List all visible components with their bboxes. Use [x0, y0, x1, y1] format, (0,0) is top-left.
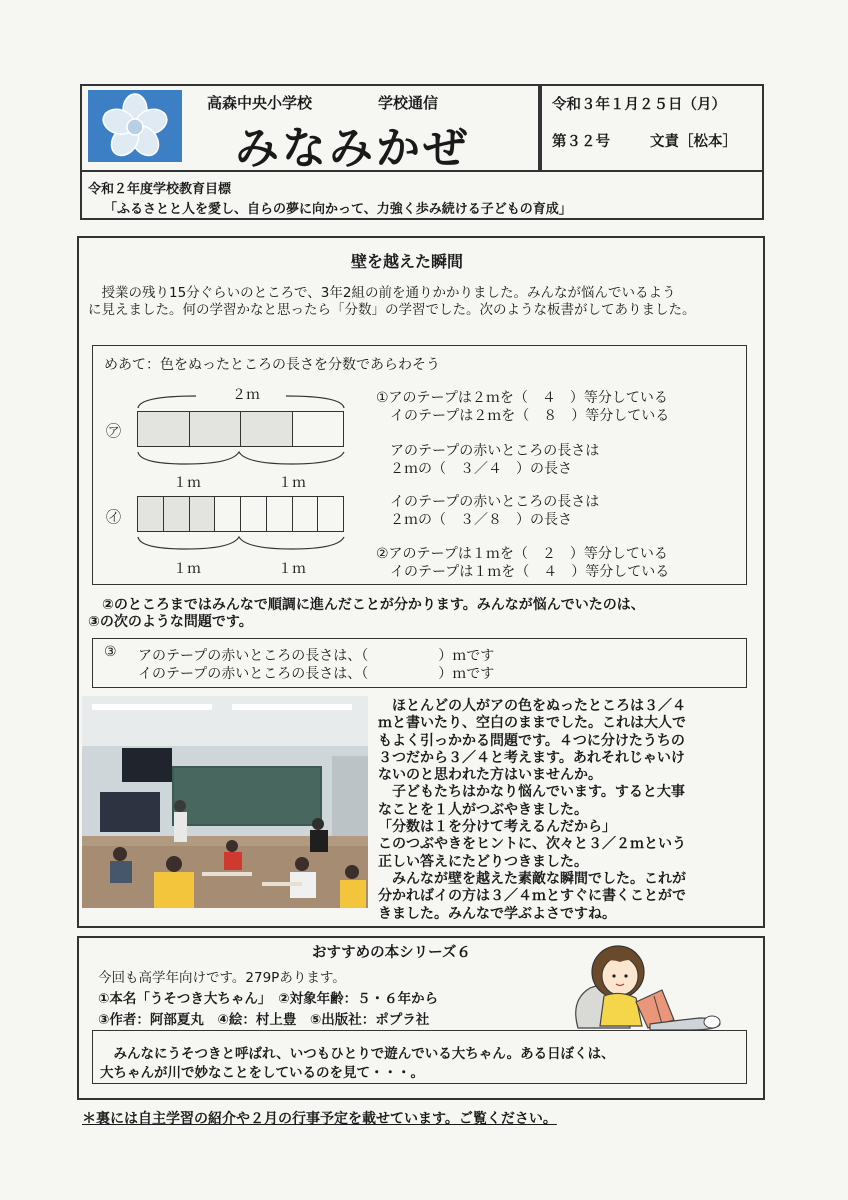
issue-author: 文責［松本］ [650, 134, 737, 150]
tape-i-segment [137, 496, 164, 532]
body-line: 「分数は１を分けて考えるんだから」 [378, 819, 616, 836]
middle-line: ②のところまではみんなで順調に進んだことが分かります。みんなが悩んでいたのは、 [88, 597, 645, 613]
book-summary-line1: みんなにうそつきと呼ばれ、いつもひとりで遊んでいる大ちゃん。ある日ぼくは、 [100, 1046, 615, 1062]
q3-line1: アのテープの赤いところの長さは、（ ）ｍです [138, 648, 495, 664]
goal-label: 令和２年度学校教育目標 [88, 182, 232, 197]
book-summary-line2: 大ちゃんが川で妙なことをしているのを見て・・・。 [100, 1065, 424, 1081]
ans-i-line2: ２ｍの（ ３／８ ）の長さ [376, 512, 572, 528]
label-1m-i-right: １ｍ [278, 561, 306, 577]
body-line: 分かればイの方は３／４ｍとすぐに書くことがで [378, 888, 686, 905]
classroom-photo [82, 696, 368, 908]
q3-line2: イのテープの赤いところの長さは、（ ）ｍです [138, 666, 495, 682]
ans-i-line1: イのテープの赤いところの長さは [376, 494, 600, 510]
reading-girl-icon [570, 940, 730, 1032]
middle-line: ③の次のような問題です。 [88, 614, 253, 630]
body-line: なことを１人がつぶやきました。 [378, 801, 588, 818]
label-1m-i-left: １ｍ [173, 561, 201, 577]
article-intro [88, 285, 696, 319]
newsletter-title: みなみかぜ [235, 123, 470, 174]
body-line: 正しい答えにたどりつきました。 [378, 853, 588, 870]
books-line1: 今回も高学年向けです。279Pあります。 [98, 970, 346, 986]
tape-i-segment [214, 496, 241, 532]
tape-i-segment [163, 496, 190, 532]
ans-a-line1: アのテープの赤いところの長さは [376, 443, 600, 459]
q3-number: ③ [104, 644, 117, 660]
body-line: ほとんどの人がアの色をぬったところは３／４ [378, 698, 686, 714]
brace-i-1m [136, 535, 346, 555]
books-title: おすすめの本シリーズ６ [312, 945, 471, 961]
books-line3: ③作者：阿部夏丸 ④絵：村上豊 ⑤出版社：ポプラ社 [98, 1012, 430, 1028]
article-middle [88, 597, 645, 631]
body-line: 子どもたちはかなり悩んでいます。すると大事 [378, 784, 685, 801]
article-body [378, 698, 686, 923]
school-name: 高森中央小学校 [207, 94, 313, 112]
cherry-blossom-icon [88, 90, 182, 162]
label-1m-a-right: １ｍ [278, 475, 306, 491]
cherry-blossom-logo [88, 90, 182, 162]
tape-a [137, 411, 343, 447]
body-line: みんなが壁を越えた素敵な瞬間でした。これが [378, 870, 686, 887]
tape-i-segment [292, 496, 319, 532]
tape-i-mark: ㋑ [106, 508, 122, 526]
body-line: きました。みんなで学ぶよさですね。 [378, 905, 616, 922]
q2-i: イのテープは１ｍを（ ４ ）等分している [376, 564, 670, 580]
q1-i: イのテープは２ｍを（ ８ ）等分している [376, 408, 670, 424]
tape-a-segment [292, 411, 345, 447]
tape-a-mark: ㋐ [106, 422, 122, 440]
label-1m-a-left: １ｍ [173, 475, 201, 491]
footer-note: ＊裏には自主学習の紹介や２月の行事予定を載せています。ご覧ください。 [82, 1111, 557, 1127]
tape-i-segment [317, 496, 344, 532]
q1-a: ①アのテープは２ｍを（ ４ ）等分している [376, 390, 668, 406]
issue-date: 令和３年１月２５日（月） [552, 97, 726, 113]
body-line: ３つだから３／４と考えます。あれそれじゃいけ [378, 749, 685, 766]
ans-a-line2: ２ｍの（ ３／４ ）の長さ [376, 461, 572, 477]
intro-line: に見えました。何の学習かなと思ったら「分数」の学習でした。次のような板書がしてありました。 [88, 302, 696, 318]
q2-a: ②アのテープは１ｍを（ ２ ）等分している [376, 546, 668, 562]
board-aim: めあて：色をぬったところの長さを分数であらわそう [104, 357, 440, 373]
issue-number: 第３２号 [552, 134, 610, 150]
tape-a-segment [137, 411, 190, 447]
tape-a-segment [189, 411, 242, 447]
intro-line: 授業の残り15分ぐらいのところで、3年2組の前を通りかかりました。みんなが悩んでいるよう [88, 285, 676, 301]
tape-i-segment [266, 496, 293, 532]
label-2m: ２ｍ [232, 387, 260, 403]
tape-i [137, 496, 343, 532]
goal-text: 「ふるさとと人を愛し、自らの夢に向かって、力強く歩み続ける子どもの育成」 [104, 202, 572, 217]
reading-girl-illustration [570, 940, 730, 1032]
body-line: このつぶやきをヒントに、次々と３／２ｍという [378, 836, 686, 853]
tape-i-segment [189, 496, 216, 532]
body-line: ないのと思われた方はいませんか。 [378, 767, 602, 784]
tape-i-segment [240, 496, 267, 532]
body-line: ｍと書いたり、空白のままでした。これは大人で [378, 715, 686, 732]
classroom-photo-icon [82, 696, 368, 908]
article-title: 壁を越えた瞬間 [351, 252, 464, 271]
brace-a-1m [136, 450, 346, 470]
body-line: もよく引っかかる問題です。４つに分けたうちの [378, 732, 685, 749]
tape-a-segment [240, 411, 293, 447]
books-line2: ①本名「うそつき大ちゃん」 ②対象年齢：５・６年から [98, 991, 439, 1007]
brace-2m [136, 390, 346, 410]
newsletter-type: 学校通信 [378, 94, 439, 112]
